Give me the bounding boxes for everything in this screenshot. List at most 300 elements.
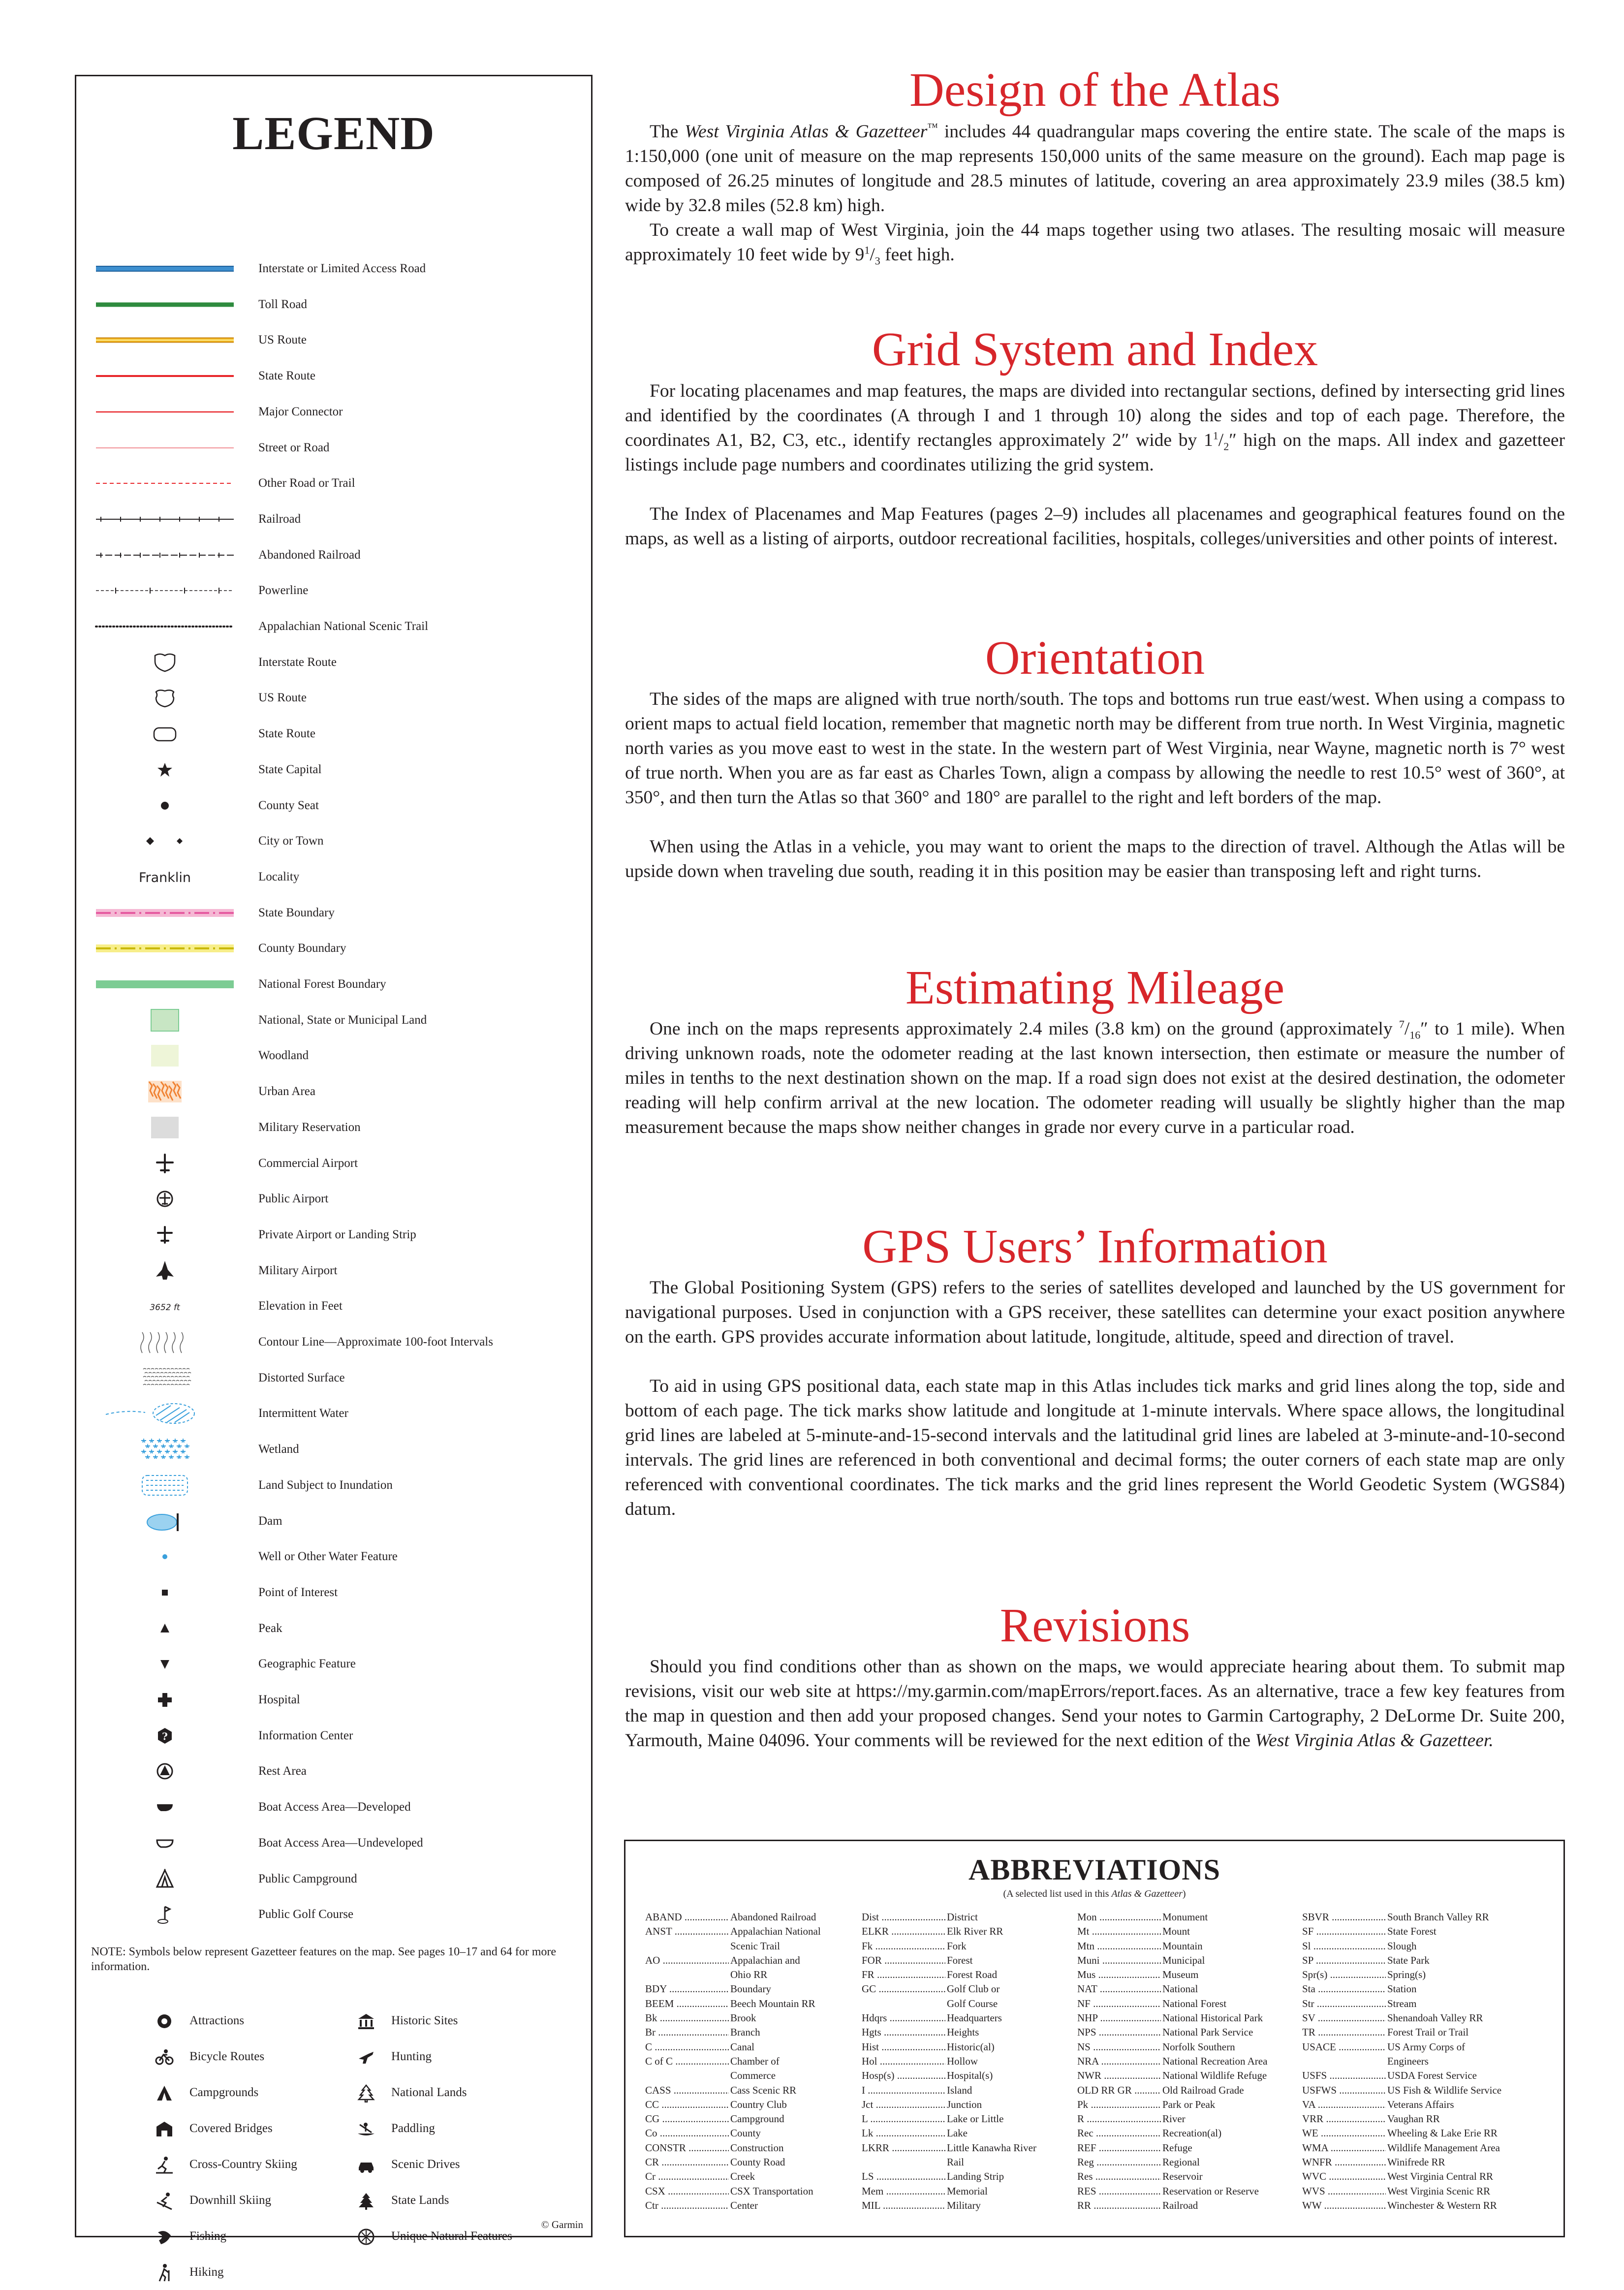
abbreviation-row [645,2025,857,2039]
abbreviation-value: Slough [1387,1939,1417,1953]
abbreviation-key: L ..... [862,2112,945,2126]
bicycle-icon [155,2048,174,2067]
legend-label: National, State or Municipal Land [258,1013,427,1027]
abbreviation-row [1077,1924,1289,1939]
subscript: 3 [874,254,880,267]
abbreviation-key: Reg ..... [1077,2155,1161,2169]
abbreviation-row [1302,2169,1514,2184]
downhill-ski-icon [155,2192,174,2210]
tree-filled-icon [357,2192,375,2210]
legend-symbol-text-small [91,1288,239,1324]
abbreviation-value: National [1162,1982,1198,1996]
abbreviation-value: Hospital(s) [946,2069,993,2083]
legend-label: Rest Area [258,1764,307,1778]
abbreviation-key: Bk ..... [645,2011,729,2025]
legend-symbol-box [91,1110,239,1145]
legend-label: Point of Interest [258,1585,338,1599]
legend-label: Railroad [258,512,301,526]
text-run: When using the Atlas in a vehicle, you may want to orient the maps to the direction of travel. Although the Atlas will be upside down when traveling due south, reading it in this position may be easier than transposing left and right turns. [625,837,1565,881]
abbreviation-value: Junction [946,2098,982,2112]
historic-site-icon [357,2012,375,2031]
legend-row-private-airport-or-landing-strip [76,1217,591,1253]
abbreviation-value: Vaughan RR [1387,2112,1440,2126]
us-shield-icon [91,680,239,716]
legend-row-appalachian-national-scenic-trail [76,609,591,644]
text-run: / [870,245,875,265]
abbreviation-key: LKRR ..... [862,2141,945,2155]
abbreviation-key: CR ..... [645,2155,729,2169]
section-title-gps: GPS Users’ Information [862,1220,1328,1273]
abbreviation-row [862,2184,1073,2198]
legend-row-geographic-feature [76,1646,591,1682]
abbreviation-key: NF ..... [1077,1997,1161,2011]
abbreviation-value: Brook [730,2011,756,2025]
abbreviation-row [862,2054,1073,2069]
abbreviation-key: REF ..... [1077,2141,1161,2155]
legend-label: Public Airport [258,1192,329,1206]
section-paragraph-revisions [625,1655,1565,1753]
abbreviation-key: Res ..... [1077,2169,1161,2184]
abbreviations-subtitle [625,1888,1563,1900]
abbreviation-value: Scenic Trail [730,1939,780,1953]
text-run: The Global Positioning System (GPS) refers to the series of satellites developed and launched by the US government for navigational purposes. Used in conjunction with a GPS receiver, these satellites can determine your exact position anywhere on the earth. GPS provides accurate information about latitude, longitude, altitude, speed and direction of travel. [625,1278,1565,1347]
svg-text:3652 ft: 3652 ft [150,1303,180,1313]
abbreviation-row [862,2141,1073,2155]
airplane-icon [91,1146,239,1181]
abbreviation-key: WMA ..... [1302,2141,1386,2155]
abbreviation-row [1302,2025,1514,2039]
text-run: One inch on the maps represents approximately 2.4 miles (3.8 km) on the ground (approximately [650,1019,1399,1039]
abbreviation-key: FR ..... [862,1968,945,1982]
legend-row-hospital [76,1682,591,1718]
legend-row-national-forest-boundary [76,967,591,1002]
interstate-shield-icon [91,645,239,680]
legend-label: Peak [258,1621,282,1635]
abbreviation-row [1077,2126,1289,2140]
section-paragraph-gps [625,1374,1565,1522]
legend-label: State Route [258,369,315,383]
section-title-design: Design of the Atlas [909,63,1280,117]
abbreviation-value: Island [946,2083,972,2098]
legend-label: Locality [258,870,300,883]
legend-symbol-intermittent [91,1396,239,1431]
legend-symbol-boundary [91,931,239,966]
abbreviation-key: CONSTR ..... [645,2141,729,2155]
state-shield-icon [91,716,239,752]
section-paragraph-orientation [625,835,1565,884]
gazetteer-label: Hiking [189,2265,224,2279]
gazetteer-label: Unique Natural Features [391,2229,512,2243]
abbreviation-key: WVS ..... [1302,2184,1386,2198]
abbreviation-key: Cr ..... [645,2169,729,2184]
abbreviation-value: Country Club [730,2098,787,2112]
abbreviation-row [645,2112,857,2126]
abbreviation-row [862,2083,1073,2098]
legend-symbol-dam [91,1504,239,1539]
abbreviation-row [862,2169,1073,2184]
text-run: To create a wall map of West Virginia, join the 44 maps together using two atlases. The resulting mosaic will measure approximately 10 feet wide by 9 [625,220,1565,265]
abbreviation-key: R ..... [1077,2112,1161,2126]
abbreviation-key: Hdqrs ..... [862,2011,945,2025]
abbreviation-row [862,2069,1073,2083]
text-run: For locating placenames and map features, the maps are divided into rectangular sections, defined by intersecting grid lines and identified by the coordinates (A through I and 1 through 10) along the sides and top of each page. Therefore, the coordinates A1, B2, C3, etc., identify rectangles approximately 2″ wide by 1 [625,381,1565,450]
abbreviation-row [1302,1924,1514,1939]
abbreviation-key: VA ..... [1302,2098,1386,2112]
abbreviation-row [1302,2155,1514,2169]
abbreviation-row [862,2155,1073,2169]
abbreviation-value: Forest Trail or Trail [1387,2025,1468,2039]
abbreviation-key: Co ..... [645,2126,729,2140]
legend-label: Public Golf Course [258,1908,354,1921]
abbreviation-key: BEEM ..... [645,1997,729,2011]
superscript: 7 [1399,1018,1405,1031]
abbreviation-key: SF ..... [1302,1924,1386,1939]
abbreviation-value: Forest [946,1953,973,1968]
legend-label: Street or Road [258,440,330,454]
abbreviation-value: Appalachian National [730,1924,821,1939]
rest-area-icon [91,1754,239,1789]
legend-symbol-thick [91,287,239,322]
legend-label: Boat Access Area—Developed [258,1800,411,1814]
legend-label: Intermittent Water [258,1407,348,1420]
abbreviation-row [645,1997,857,2011]
info-icon [91,1718,239,1754]
text-run: The sides of the maps are aligned with true north/south. The tops and bottoms run true east/west. When using a compass to orient maps to actual field location, remember that magnetic north may be different from true north. In West Virginia, magnetic north varies as you move east to west in the state. In the western part of West Virginia, near Wayne, magnetic north is 7° west of true north. When you are as far east as Charles Town, align a compass by allowing the needle to rest 10.5° west of 360°, at 350°, and then turn the Atlas so that 360° and 180° are parallel to the right and left borders of the map. [625,689,1565,808]
abbreviation-value: State Forest [1387,1924,1437,1939]
abbreviation-key: VRR ..... [1302,2112,1386,2126]
legend-symbol-distorted [91,1360,239,1396]
legend-row-urban-area [76,1074,591,1109]
legend-row-interstate-route [76,645,591,680]
legend-symbol-double [91,322,239,358]
abbreviation-row [1302,2112,1514,2126]
legend-label: Well or Other Water Feature [258,1550,398,1564]
boat-filled-icon [91,1789,239,1825]
section-paragraph-grid [625,379,1565,477]
abbreviation-value: Municipal [1162,1953,1205,1968]
legend-row-national-state-or-municipal-land [76,1003,591,1038]
legend-symbol-text [91,859,239,895]
abbreviation-row [1302,2126,1514,2140]
abbreviation-key: Hosp(s) ..... [862,2069,945,2083]
abbreviation-value: Veterans Affairs [1387,2098,1454,2112]
abbreviation-value: Reservation or Reserve [1162,2184,1259,2198]
abbreviation-key: Sta ..... [1302,1982,1386,1996]
legend-row-military-reservation [76,1110,591,1145]
legend-label: Interstate or Limited Access Road [258,262,426,275]
abbreviation-row [862,1982,1073,1996]
gazetteer-label: National Lands [391,2086,467,2099]
abbreviation-value: Stream [1387,1997,1416,2011]
abbreviation-value: Beech Mountain RR [730,1997,815,2011]
legend-label: Land Subject to Inundation [258,1478,393,1492]
abbreviation-row [645,1968,857,1982]
section-paragraph-gps [625,1276,1565,1349]
legend-row-county-seat [76,788,591,823]
abbreviation-row [1077,2184,1289,2198]
abbreviation-row [645,1953,857,1968]
abbreviation-value: Park or Peak [1162,2098,1215,2112]
cross-icon [91,1682,239,1718]
abbreviation-row [862,2098,1073,2112]
abbreviation-value: Creek [730,2169,755,2184]
abbreviation-key: AO ..... [645,1953,729,1968]
gazetteer-label: Fishing [189,2229,227,2243]
abbreviation-value: County [730,2126,761,2140]
legend-label: Woodland [258,1049,309,1063]
abbreviation-row [1077,2011,1289,2025]
legend-label: Powerline [258,584,309,597]
abbreviation-row [1302,2083,1514,2098]
abbreviation-value: Engineers [1387,2054,1429,2069]
abbreviation-row [1302,2011,1514,2025]
abbreviation-key: Mt ..... [1077,1924,1161,1939]
legend-row-state-capital [76,752,591,787]
abbreviation-value: National Forest [1162,1997,1226,2011]
abbreviation-key: MIL ..... [862,2198,945,2213]
abbreviation-key: LS ..... [862,2169,945,2184]
abbreviation-key: WNFR ..... [1302,2155,1386,2169]
abbreviation-row [1302,2069,1514,2083]
tent-icon [155,2084,174,2102]
abbreviation-key: SP ..... [1302,1953,1386,1968]
abbreviation-row [645,1939,857,1953]
section-paragraph-mileage [625,1017,1565,1140]
abbreviation-row [645,2083,857,2098]
abbreviation-value: West Virginia Central RR [1387,2169,1493,2184]
abbreviation-key: OLD RR GR ..... [1077,2083,1161,2098]
abbreviation-key: Hist ..... [862,2040,945,2054]
abbreviation-value: Historic(al) [946,2040,995,2054]
abbreviation-value: District [946,1910,978,1924]
legend-symbol-interstate [91,251,239,286]
abbreviation-value: Branch [730,2025,760,2039]
abbreviation-value: US Fish & Wildlife Service [1387,2083,1501,2098]
legend-row-public-golf-course [76,1897,591,1932]
section-title-revisions: Revisions [999,1599,1190,1652]
abbreviation-value: Fork [946,1939,967,1953]
abbreviation-value: Abandoned Railroad [730,1910,816,1924]
abbreviation-value: Memorial [946,2184,988,2198]
text-run: / [1404,1019,1410,1039]
legend-symbol-medium [91,358,239,394]
legend-row-military-airport [76,1253,591,1288]
abbreviation-key: RES ..... [1077,2184,1161,2198]
abbreviation-value: Heights [946,2025,979,2039]
abbreviation-key: Mon ..... [1077,1910,1161,1924]
gazetteer-label: Historic Sites [391,2014,458,2027]
boat-outline-icon [91,1825,239,1861]
legend-row-wetland [76,1432,591,1467]
abbreviation-value: National Wildlife Refuge [1162,2069,1267,2083]
legend-row-interstate-or-limited-access-road [76,251,591,286]
hiker-icon [155,2263,174,2282]
abbreviation-key: Jct ..... [862,2098,945,2112]
abbreviation-key: I ..... [862,2083,945,2098]
abbreviation-row [1077,2141,1289,2155]
circled-airplane-icon [91,1181,239,1217]
legend-symbol-boundary [91,895,239,931]
abbreviation-value: Little Kanawha River [946,2141,1036,2155]
abbreviations-column [645,1910,857,2213]
abbreviation-value: Refuge [1162,2141,1192,2155]
legend-label: State Boundary [258,906,335,919]
legend-row-public-airport [76,1181,591,1217]
fish-icon [155,2227,174,2246]
abbreviation-value: State Park [1387,1953,1430,1968]
abbreviation-value: Rail [946,2155,964,2169]
abbreviation-row [1302,2184,1514,2198]
text-run: Should you find conditions other than as shown on the maps, we would appreciate hearing about them. To submit map revisions, visit our web site at https://my.garmin.com/mapErrors/report.faces. As an alternative, trace a few key features from the map in question and then add your proposed changes. Send your notes to Garmin Cartography, 2 DeLorme Dr. Suite 200, Yarmouth, Maine 04096. Your comments will be reviewed for the next edition of the [625,1657,1565,1751]
copyright: © Garmin [541,2219,583,2230]
legend-symbol-abandoned-railroad [91,537,239,573]
abbreviation-key: Str ..... [1302,1997,1386,2011]
abbreviation-row [862,2011,1073,2025]
abbreviation-key: USFWS ..... [1302,2083,1386,2098]
legend-label: Boat Access Area—Undeveloped [258,1836,423,1850]
abbreviation-value: Mount [1162,1924,1190,1939]
legend-row-information-center [76,1718,591,1754]
abbreviation-row [1302,2198,1514,2213]
legend-label: National Forest Boundary [258,977,386,991]
legend-row-elevation-in-feet [76,1288,591,1324]
abbreviation-value: Reservoir [1162,2169,1203,2184]
legend-row-street-or-road [76,430,591,466]
legend-label: Distorted Surface [258,1371,345,1384]
abbreviation-row [1302,1953,1514,1968]
legend-row-public-campground [76,1861,591,1897]
gazetteer-label: Paddling [391,2122,435,2135]
abbreviation-value: Campground [730,2112,784,2126]
abbreviation-key: SV ..... [1302,2011,1386,2025]
abbreviation-value: Recreation(al) [1162,2126,1221,2140]
text-run: To aid in using GPS positional data, each state map in this Atlas includes tick marks and grid lines along the top, side and bottom of each page. The tick marks show latitude and longitude at 1-minute intervals. Where space allows, the longitudinal grid lines are labeled at 5-minute-and-15-second intervals and the latitudinal grid lines are labeled at 3-minute-and-10-second intervals. The grid lines are referenced in both conventional and decimal forms; the outer corners of each state map are only referenced with conventional coordinates. The tick marks and the grid lines represent the World Geodetic System (WGS84) datum. [625,1376,1565,1519]
diamond-icon [91,823,239,859]
legend-label: Private Airport or Landing Strip [258,1227,416,1241]
dot-icon [91,788,239,823]
italic-text: West Virginia Atlas & Gazetteer. [1255,1730,1494,1751]
italic-text: Atlas & Gazetteer [1111,1888,1183,1899]
golf-icon [91,1897,239,1932]
abbreviation-key: CASS ..... [645,2083,729,2098]
section-title-mileage: Estimating Mileage [905,961,1285,1014]
legend-row-rest-area [76,1754,591,1789]
abbreviation-row [1302,1910,1514,1924]
legend-label: Commercial Airport [258,1156,358,1170]
legend-row-city-or-town [76,823,591,859]
legend-label: Military Airport [258,1263,338,1277]
legend-row-us-route [76,322,591,358]
svg-text:?: ? [162,1730,168,1742]
legend-symbol-urban [91,1074,239,1109]
legend-symbol-box [91,1038,239,1073]
jet-icon [91,1253,239,1288]
abbreviation-value: USDA Forest Service [1387,2069,1477,2083]
legend-row-locality [76,859,591,895]
abbreviation-key: Fk ..... [862,1939,945,1953]
abbreviation-row [1077,1968,1289,1982]
abbreviation-row [862,1924,1073,1939]
gazetteer-label: Bicycle Routes [189,2050,265,2063]
abbreviation-key: CG ..... [645,2112,729,2126]
text-run: includes 44 quadrangular maps covering the entire state. The scale of the maps is 1:150,000 (one unit of measure on the map represents 150,000 units of the same measure on the ground). Each map page is composed of 26.25 minutes of longitude and 28.5 minutes of latitude, covering an area approximately 23.9 miles (38.5 km) wide by 32.8 miles (52.8 km) high. [625,122,1565,216]
section-paragraph-orientation [625,687,1565,810]
subscript: 16 [1409,1029,1421,1041]
section-title-grid: Grid System and Index [872,323,1318,376]
abbreviations-column [1302,1910,1514,2213]
section-title-orientation: Orientation [985,631,1205,685]
legend-label: Wetland [258,1443,299,1456]
abbreviation-key: Sl ..... [1302,1939,1386,1953]
abbreviation-value: Canal [730,2040,754,2054]
legend-label: Military Reservation [258,1120,361,1134]
abbreviation-key: Rec ..... [1077,2126,1161,2140]
small-airplane-icon [91,1217,239,1253]
abbreviation-row [1077,2155,1289,2169]
abbreviation-row [1077,2112,1289,2126]
unique-feature-icon [357,2227,375,2246]
abbreviation-row [1077,1939,1289,1953]
legend-label: Contour Line—Approximate 100-foot Intervals [258,1335,493,1349]
abbreviation-value: Norfolk Southern [1162,2040,1235,2054]
abbreviation-key: WVC ..... [1302,2169,1386,2184]
abbreviation-value: Station [1387,1982,1417,1996]
abbreviation-value: South Branch Valley RR [1387,1910,1489,1924]
abbreviation-value: Appalachian and [730,1953,800,1968]
abbreviations-panel [624,1840,1565,2237]
abbreviation-row [645,2126,857,2140]
legend-label: Geographic Feature [258,1657,356,1671]
abbreviation-value: Railroad [1162,2198,1198,2213]
legend-row-well-or-other-water-feature [76,1539,591,1574]
gazetteer-label: Scenic Drives [391,2158,460,2171]
legend-label: Appalachian National Scenic Trail [258,620,429,633]
star-icon [91,752,239,787]
abbreviation-value: Headquarters [946,2011,1002,2025]
abbreviation-key: WE ..... [1302,2126,1386,2140]
legend-symbol-thin [91,430,239,466]
abbreviation-key: USACE ..... [1302,2040,1386,2054]
text-run: ) [1182,1888,1186,1899]
legend-label: US Route [258,333,307,347]
legend-symbol-powerline [91,573,239,608]
legend-symbol-dashed [91,466,239,501]
abbreviation-key: NRA ..... [1077,2054,1161,2069]
legend-row-distorted-surface [76,1360,591,1396]
abbreviation-value: West Virginia Scenic RR [1387,2184,1490,2198]
abbreviation-row [1302,1939,1514,1953]
abbreviation-key: RR ..... [1077,2198,1161,2213]
legend-row-contour-line-approximate-100-foot-intervals [76,1324,591,1360]
superscript: ™ [927,121,938,133]
abbreviation-row [645,2141,857,2155]
section-paragraph-grid [625,502,1565,551]
car-icon [357,2156,375,2174]
text-run: / [1218,430,1224,450]
legend-row-toll-road [76,287,591,322]
legend-label: Other Road or Trail [258,476,355,490]
abbreviation-key: USFS ..... [1302,2069,1386,2083]
abbreviation-row [1077,2069,1289,2083]
abbreviation-row [645,2054,857,2069]
hunting-icon [357,2048,375,2067]
abbreviation-row [1077,2025,1289,2039]
abbreviation-row [1302,1982,1514,1996]
abbreviation-value: Landing Strip [946,2169,1004,2184]
legend-label: Public Campground [258,1872,357,1885]
legend-label: US Route [258,691,307,705]
legend-row-powerline [76,573,591,608]
